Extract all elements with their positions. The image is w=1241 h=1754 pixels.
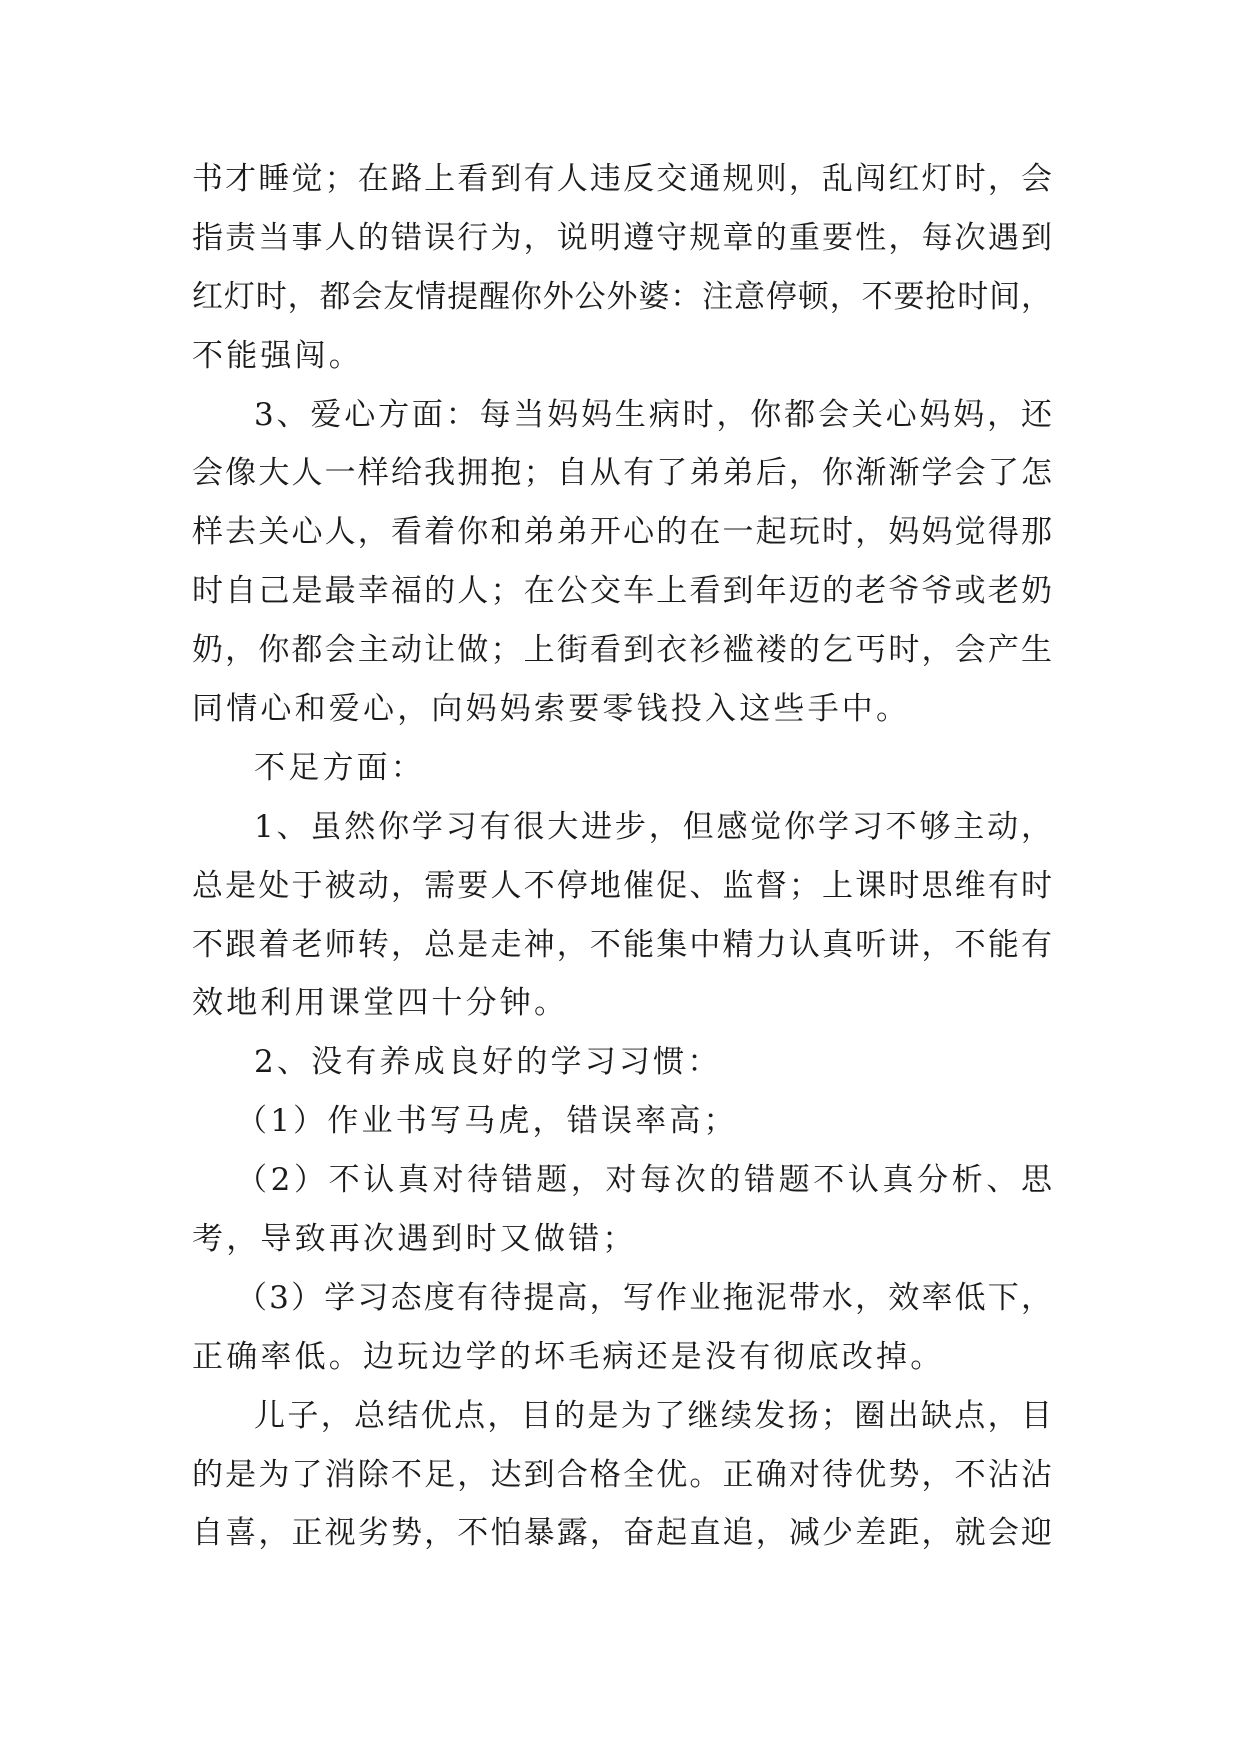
text-line: 样去关心人，看着你和弟弟开心的在一起玩时，妈妈觉得那 bbox=[192, 514, 1052, 551]
text-line: 1、虽然你学习有很大进步，但感觉你学习不够主动， bbox=[254, 808, 1052, 845]
text-line: 同情心和爱心，向妈妈索要零钱投入这些手中。 bbox=[192, 691, 911, 728]
text-line: 时自己是最幸福的人；在公交车上看到年迈的老爷爷或老奶 bbox=[192, 573, 1052, 610]
text-line: 不能强闯。 bbox=[192, 337, 363, 374]
text-line: 指责当事人的错误行为，说明遵守规章的重要性，每次遇到 bbox=[192, 219, 1052, 256]
text-line: 儿子，总结优点，目的是为了继续发扬；圈出缺点，目 bbox=[254, 1397, 1052, 1434]
text-line: 红灯时，都会友情提醒你外公外婆：注意停顿，不要抢时间， bbox=[192, 278, 1052, 315]
text-line: 自喜，正视劣势，不怕暴露，奋起直追，减少差距，就会迎 bbox=[192, 1515, 1052, 1552]
section-heading: 不足方面： bbox=[254, 749, 425, 786]
text-line: 2、没有养成良好的学习习惯： bbox=[254, 1044, 722, 1081]
text-line: 总是处于被动，需要人不停地催促、监督；上课时思维有时 bbox=[192, 867, 1052, 904]
body-text bbox=[192, 150, 1052, 1563]
text-line: 考，导致再次遇到时又做错； bbox=[192, 1221, 637, 1258]
text-line: 效地利用课堂四十分钟。 bbox=[192, 985, 569, 1022]
text-line: 不跟着老师转，总是走神，不能集中精力认真听讲，不能有 bbox=[192, 926, 1052, 963]
text-line: （3）学习态度有待提高，写作业拖泥带水，效率低下， bbox=[236, 1279, 1052, 1316]
text-line: 3、爱心方面：每当妈妈生病时，你都会关心妈妈，还 bbox=[254, 396, 1052, 433]
text-line: （2）不认真对待错题，对每次的错题不认真分析、思 bbox=[236, 1162, 1052, 1199]
text-line: 书才睡觉；在路上看到有人违反交通规则，乱闯红灯时，会 bbox=[192, 161, 1052, 197]
text-line: 奶，你都会主动让做；上街看到衣衫褴褛的乞丐时，会产生 bbox=[192, 632, 1052, 669]
text-line: （1）作业书写马虎，错误率高； bbox=[236, 1103, 738, 1140]
text-line: 的是为了消除不足，达到合格全优。正确对待优势，不沾沾 bbox=[192, 1456, 1052, 1493]
text-line: 会像大人一样给我拥抱；自从有了弟弟后，你渐渐学会了怎 bbox=[192, 455, 1052, 492]
text-line: 正确率低。边玩边学的坏毛病还是没有彻底改掉。 bbox=[192, 1338, 945, 1375]
